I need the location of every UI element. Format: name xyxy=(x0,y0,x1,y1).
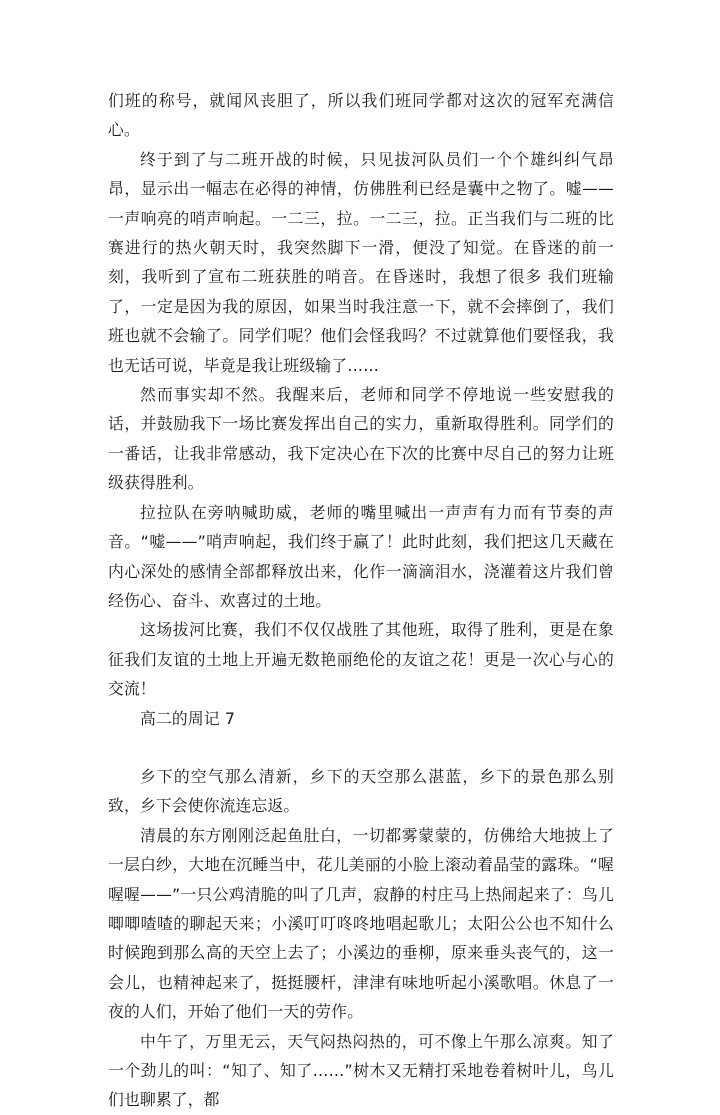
paragraph-victory: 拉拉队在旁呐喊助威，老师的嘴里喊出一声声有力而有节奏的声音。“嘘——”哨声响起，我们终于赢了！此时此刻，我们把这几天藏在内心深处的感情全部都释放出来，化作一滴滴泪水，浇灌着这片我们曾经伤心、奋斗、欢喜过的土地。 xyxy=(108,502,614,610)
paragraph-comfort: 然而事实却不然。我醒来后，老师和同学不停地说一些安慰我的话，并鼓励我下一场比赛发挥出自己的实力，重新取得胜利。同学们的一番话，让我非常感动，我下定决心在下次的比赛中尽自己的努力让班级获得胜利。 xyxy=(108,385,614,493)
paragraph-morning: 清晨的东方刚刚泛起鱼肚白，一切都雾蒙蒙的，仿佛给大地披上了一层白纱，大地在沉睡当中，花儿美丽的小脸上滚动着晶莹的露珠。“喔喔喔——”一只公鸡清脆的叫了几声，寂静的村庄马上热闹起来了：鸟儿唧唧喳喳的聊起天来；小溪叮叮咚咚地唱起歌儿；太阳公公也不知什么时候跑到那么高的天空上去了；小溪边的垂柳，原来垂头丧气的，这一会儿，也精神起来了，挺挺腰杆，津津有味地听起小溪歌唱。休息了一夜的人们，开始了他们一天的劳作。 xyxy=(108,825,614,1022)
blank-line xyxy=(108,733,614,762)
paragraph-countryside-intro: 乡下的空气那么清新，乡下的天空那么湛蓝，乡下的景色那么别致，乡下会使你流连忘返。 xyxy=(108,766,614,816)
paragraph-continuation: 们班的称号，就闻风丧胆了，所以我们班同学都对这次的冠军充满信心。 xyxy=(108,91,614,140)
paragraph-noon: 中午了，万里无云，天气闷热闷热的，可不像上午那么凉爽。知了一个劲儿的叫：“知了、知了……”树木又无精打采地卷着树叶儿，鸟儿们也聊累了，都 xyxy=(108,1031,614,1110)
paragraph-tug-of-war-start: 终于到了与二班开战的时候，只见拔河队员们一个个雄纠纠气昂昂，显示出一幅志在必得的神情，仿佛胜利已经是囊中之物了。嘘——一声响亮的哨声响起。一二三，拉。一二三，拉。正当我们与二班的比赛进行的热火朝天时，我突然脚下一滑，便没了知觉。在昏迷的前一刻，我听到了宣布二班获胜的哨音。在昏迷时，我想了很多 我们班输了，一定是因为我的原因，如果当时我注意一下，就不会摔倒了，我们班也就不会输了。同学们呢？他们会怪我吗？不过就算他们要怪我，我也无话可说，毕竟是我让班级输了…… xyxy=(108,149,614,375)
paragraph-conclusion: 这场拔河比赛，我们不仅仅战胜了其他班，取得了胜利，更是在象征我们友谊的土地上开遍无数艳丽绝伦的友谊之花！更是一次心与心的交流！ xyxy=(108,620,614,699)
section-heading: 高二的周记 7 xyxy=(140,708,236,728)
text-column xyxy=(108,86,614,1115)
